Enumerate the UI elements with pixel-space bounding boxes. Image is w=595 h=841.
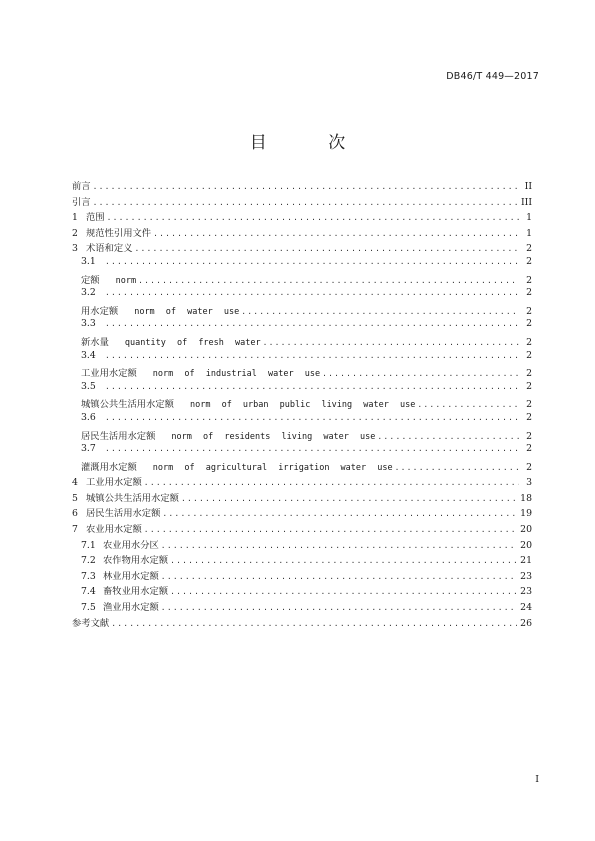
- toc-entry[interactable]: [72, 615, 532, 631]
- toc-entry-number: 4: [72, 477, 78, 489]
- toc-entry-title: 参考文献: [72, 617, 110, 629]
- page-number: I: [535, 774, 539, 785]
- dot-leader: [241, 307, 519, 316]
- toc-entry-title: 引言: [72, 196, 91, 208]
- toc-entry[interactable]: [72, 583, 532, 599]
- toc-entry[interactable]: [72, 240, 532, 256]
- toc-entry-page: 2: [526, 380, 532, 392]
- dot-leader: [170, 587, 517, 596]
- dot-leader: [170, 556, 517, 565]
- dot-leader: [153, 229, 519, 238]
- toc-entry-number: 3.6: [81, 411, 96, 423]
- toc-entry-page: III: [520, 196, 532, 208]
- toc-entry[interactable]: [72, 490, 532, 506]
- toc-entry-number: 1: [72, 212, 78, 224]
- toc-entry-english-title: norm of urban public living water use: [189, 400, 416, 411]
- toc-entry[interactable]: [72, 287, 532, 303]
- dot-leader: [377, 432, 519, 441]
- dot-leader: [105, 288, 519, 297]
- toc-entry-page: 2: [526, 411, 532, 423]
- toc-entry-page: 1: [526, 227, 532, 239]
- toc-entry-page: 2: [526, 368, 532, 380]
- toc-entry[interactable]: [72, 381, 532, 397]
- toc-entry[interactable]: [72, 521, 532, 537]
- toc-entry-page: 20: [520, 539, 532, 551]
- dot-leader: [417, 400, 519, 409]
- toc-entry-title: 林业用水定额: [103, 570, 159, 582]
- toc-entry[interactable]: [72, 365, 532, 381]
- toc-entry[interactable]: [72, 474, 532, 490]
- toc-entry-page: 2: [526, 349, 532, 361]
- dot-leader: [162, 509, 517, 518]
- dot-leader: [138, 276, 519, 285]
- dot-leader: [105, 382, 519, 391]
- toc-entry-page: 21: [520, 555, 532, 567]
- toc-entry-title: 范围: [86, 212, 105, 224]
- dot-leader: [107, 213, 519, 222]
- toc-entry-number: 7.2: [81, 555, 96, 567]
- dot-leader: [161, 541, 517, 550]
- toc-entry-number: 7.5: [81, 602, 96, 614]
- dot-leader: [93, 182, 519, 191]
- toc-entry-number: 3.1: [81, 255, 96, 267]
- toc-entry[interactable]: [72, 256, 532, 272]
- toc-entry[interactable]: [72, 568, 532, 584]
- toc-entry-number: 7: [72, 524, 78, 536]
- toc-entry[interactable]: [72, 396, 532, 412]
- toc-entry-title: 居民生活用水定额: [81, 430, 156, 442]
- toc-entry[interactable]: [72, 350, 532, 366]
- document-id: DB46/T 449—2017: [446, 71, 539, 82]
- dot-leader: [322, 369, 519, 378]
- toc-entry[interactable]: [72, 443, 532, 459]
- toc-entry[interactable]: [72, 428, 532, 444]
- toc-entry-page: 2: [526, 430, 532, 442]
- dot-leader: [144, 525, 517, 534]
- toc-entry-title: 工业用水定额: [81, 368, 137, 380]
- toc-entry-page: 1: [526, 212, 532, 224]
- toc-entry-page: 2: [526, 255, 532, 267]
- toc-entry-page: 2: [526, 274, 532, 286]
- toc-entry[interactable]: [72, 552, 532, 568]
- toc-entry-number: 7.1: [81, 539, 96, 551]
- toc-entry-title: 新水量: [81, 336, 109, 348]
- toc-entry-title: 城镇公共生活用水定额: [86, 492, 179, 504]
- toc-entry-number: 3.7: [81, 443, 96, 455]
- toc-entry-title: 农业用水分区: [103, 539, 159, 551]
- toc-entry-title: 畜牧业用水定额: [103, 586, 169, 598]
- toc-entry-title: 城镇公共生活用水定额: [81, 399, 174, 411]
- toc-entry-title: 居民生活用水定额: [86, 508, 161, 520]
- toc-entry-page: 23: [520, 586, 532, 598]
- toc-entry-page: 2: [526, 305, 532, 317]
- toc-entry[interactable]: [72, 412, 532, 428]
- dot-leader: [263, 338, 519, 347]
- toc-entry-page: 23: [520, 570, 532, 582]
- toc-entry-title: 工业用水定额: [86, 477, 142, 489]
- toc-entry-number: 3.2: [81, 287, 96, 299]
- table-of-contents: [72, 178, 532, 630]
- toc-entry-number: 3: [72, 243, 78, 255]
- toc-entry-number: 3.3: [81, 318, 96, 330]
- toc-entry-page: 2: [526, 461, 532, 473]
- toc-entry-number: 7.3: [81, 570, 96, 582]
- toc-entry-page: 2: [526, 336, 532, 348]
- toc-entry-number: 2: [72, 227, 78, 239]
- toc-entry-page: 18: [520, 492, 532, 504]
- toc-entry[interactable]: [72, 334, 532, 350]
- toc-entry[interactable]: [72, 225, 532, 241]
- toc-entry-page: 24: [520, 602, 532, 614]
- dot-leader: [161, 603, 517, 612]
- dot-leader: [105, 351, 519, 360]
- dot-leader: [105, 413, 519, 422]
- toc-entry-english-title: norm of water use: [134, 306, 240, 317]
- toc-entry-english-title: quantity of fresh water: [124, 337, 261, 348]
- toc-entry-number: 5: [72, 492, 78, 504]
- dot-leader: [135, 244, 520, 253]
- toc-entry-english-title: norm of industrial water use: [152, 369, 321, 380]
- toc-entry-english-title: norm: [115, 275, 137, 286]
- dot-leader: [105, 257, 519, 266]
- toc-entry[interactable]: [72, 303, 532, 319]
- toc-entry-title: 前言: [72, 181, 91, 192]
- toc-entry-page: 2: [526, 399, 532, 411]
- toc-entry[interactable]: [72, 599, 532, 615]
- dot-leader: [111, 619, 517, 628]
- dot-leader: [105, 319, 519, 328]
- toc-entry[interactable]: [72, 209, 532, 225]
- dot-leader: [105, 444, 519, 453]
- dot-leader: [395, 463, 519, 472]
- toc-entry-title: 灌溉用水定额: [81, 461, 137, 473]
- toc-entry-page: 2: [526, 243, 532, 255]
- toc-entry-title: 农作物用水定额: [103, 555, 169, 567]
- toc-entry-page: 3: [526, 477, 532, 489]
- toc-entry-number: 6: [72, 508, 78, 520]
- toc-entry-number: 3.4: [81, 349, 96, 361]
- toc-entry[interactable]: [72, 272, 532, 288]
- toc-entry[interactable]: [72, 318, 532, 334]
- toc-entry-page: II: [524, 181, 532, 192]
- toc-entry-number: 3.5: [81, 380, 96, 392]
- toc-entry-title: 术语和定义: [86, 243, 133, 255]
- dot-leader: [181, 494, 517, 503]
- dot-leader: [161, 572, 517, 581]
- toc-entry[interactable]: [72, 178, 532, 194]
- toc-entry-page: 2: [526, 287, 532, 299]
- toc-entry[interactable]: [72, 459, 532, 475]
- toc-entry-page: 2: [526, 443, 532, 455]
- toc-entry-page: 26: [520, 617, 532, 629]
- toc-entry-title: 渔业用水定额: [103, 602, 159, 614]
- toc-entry-page: 19: [520, 508, 532, 520]
- toc-entry-title: 定额: [81, 274, 100, 286]
- toc-entry-english-title: norm of residents living water use: [171, 431, 376, 442]
- toc-entry[interactable]: [72, 537, 532, 553]
- toc-entry-title: 用水定额: [81, 305, 119, 317]
- dot-leader: [144, 478, 519, 487]
- toc-entry-page: 2: [526, 318, 532, 330]
- dot-leader: [93, 198, 518, 207]
- toc-entry-number: 7.4: [81, 586, 96, 598]
- toc-entry-english-title: norm of agricultural irrigation water use: [152, 462, 393, 473]
- page-title: 目 次: [249, 133, 374, 153]
- toc-entry-page: 20: [520, 524, 532, 536]
- toc-entry[interactable]: [72, 194, 532, 210]
- toc-entry-title: 农业用水定额: [86, 524, 142, 536]
- toc-entry[interactable]: [72, 505, 532, 521]
- toc-entry-title: 规范性引用文件: [86, 227, 152, 239]
